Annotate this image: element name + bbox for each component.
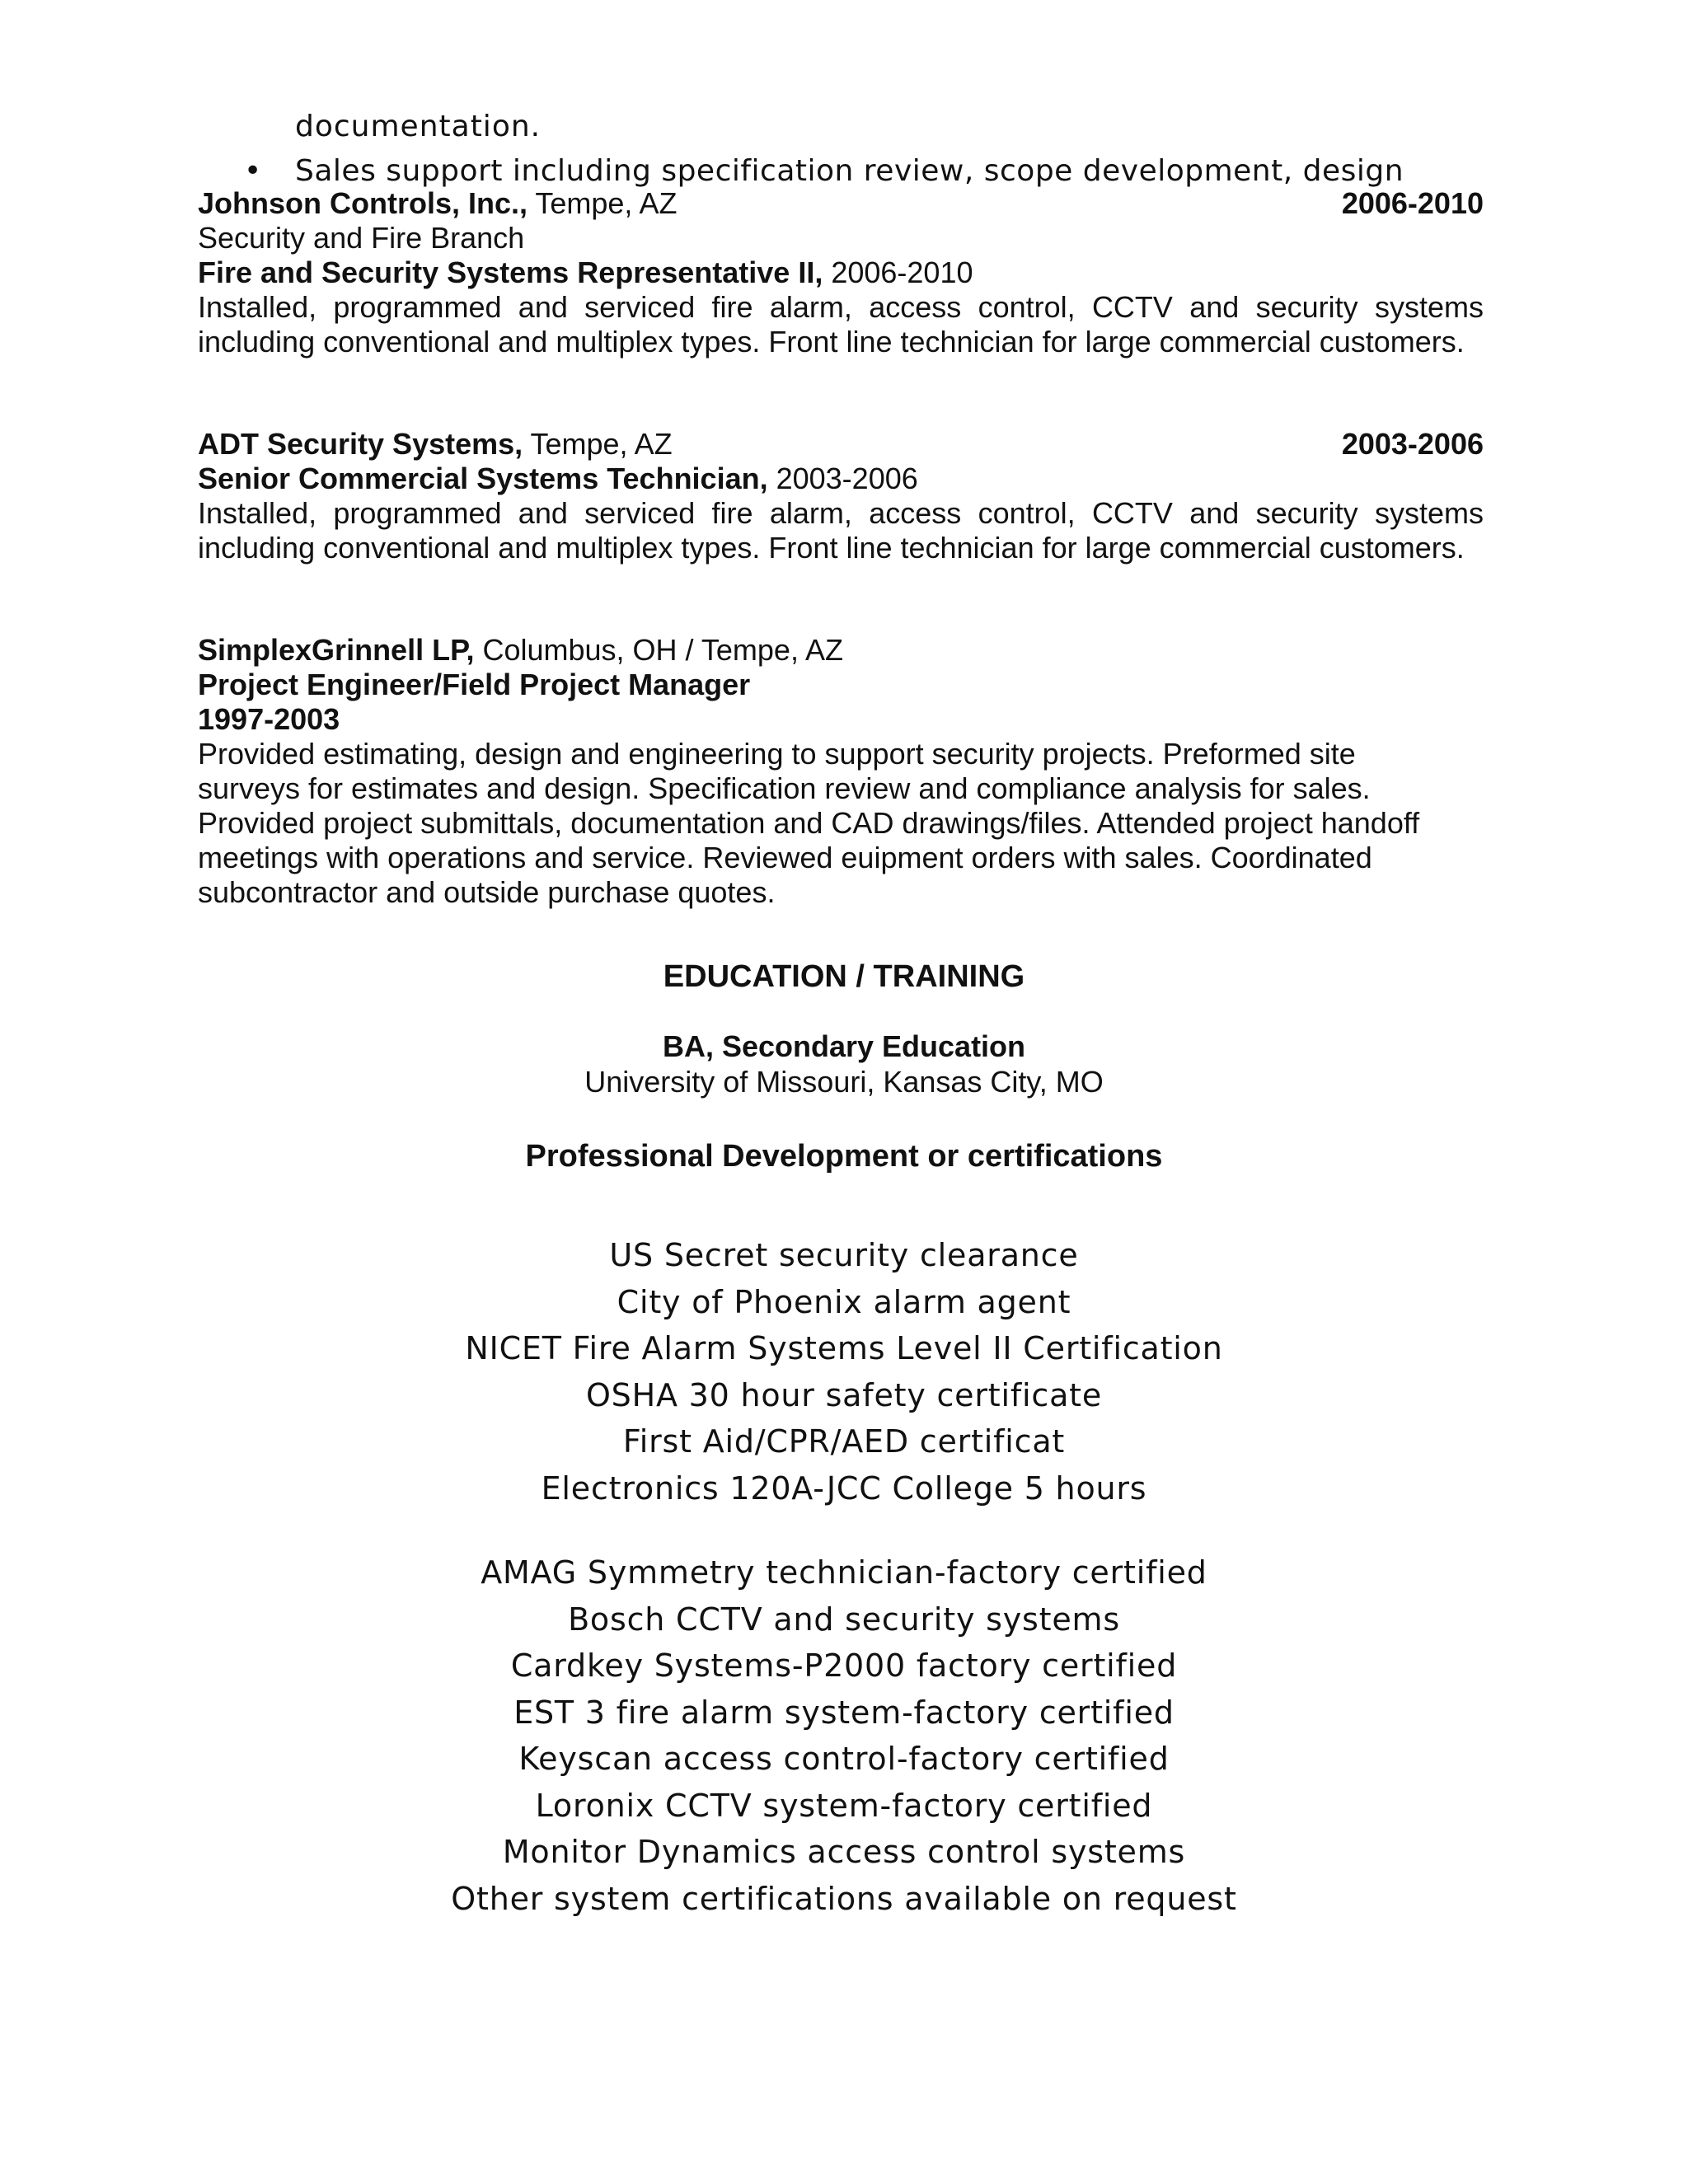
cert-item: Monitor Dynamics access control systems bbox=[502, 1834, 1186, 1870]
job-title-years: 2006-2010 bbox=[823, 255, 973, 289]
cert-item: First Aid/CPR/AED certificat bbox=[622, 1423, 1066, 1460]
description-line: meetings with operations and service. Reviewed euipment orders with sales. Coordinated bbox=[198, 841, 1372, 874]
job-title: Project Engineer/Field Project Manager bbox=[198, 668, 751, 701]
job-header bbox=[198, 427, 1484, 462]
cert-item: AMAG Symmetry technician-factory certified bbox=[481, 1554, 1207, 1591]
job-branch: Security and Fire Branch bbox=[198, 221, 525, 255]
bullet-text: Sales support including specification review, scope development, design bbox=[295, 154, 1404, 188]
company-location: Tempe, AZ bbox=[528, 186, 678, 220]
cert-item: OSHA 30 hour safety certificate bbox=[585, 1376, 1103, 1413]
job-years: 2006-2010 bbox=[1341, 186, 1484, 220]
company-name: SimplexGrinnell LP, bbox=[198, 633, 475, 667]
company-location: Tempe, AZ bbox=[523, 427, 673, 461]
job-header bbox=[198, 186, 1484, 221]
job-title: Senior Commercial Systems Technician, bbox=[198, 462, 768, 495]
job-years: 1997-2003 bbox=[198, 702, 340, 736]
degree-title: BA, Secondary Education bbox=[662, 1029, 1026, 1063]
education-block bbox=[0, 1029, 1688, 1099]
cert-item: EST 3 fire alarm system-factory certified bbox=[513, 1694, 1175, 1731]
cert-item: Keyscan access control-factory certified bbox=[518, 1741, 1170, 1777]
description-line: subcontractor and outside purchase quotes. bbox=[198, 875, 776, 909]
bullet-icon: • bbox=[244, 154, 262, 188]
cert-item: Other system certifications available on request bbox=[451, 1880, 1237, 1917]
job-description bbox=[198, 737, 1484, 910]
professional-heading: Professional Development or certifications bbox=[525, 1139, 1163, 1174]
job-entry-adt bbox=[198, 427, 1484, 565]
description-line: Provided estimating, design and engineering to support security projects. Preformed site bbox=[198, 737, 1356, 771]
cert-item: Bosch CCTV and security systems bbox=[568, 1601, 1120, 1638]
cert-item: Loronix CCTV system-factory certified bbox=[535, 1787, 1153, 1824]
job-title-years: 2003-2006 bbox=[767, 462, 918, 495]
education-heading: EDUCATION / TRAINING bbox=[663, 959, 1025, 994]
job-description: Installed, programmed and serviced fire alarm, access control, CCTV and security systems including conventional and multiplex types. Front line technician for large commercial customers. bbox=[198, 496, 1484, 565]
company-name: ADT Security Systems, bbox=[198, 427, 523, 461]
cert-item: US Secret security clearance bbox=[609, 1237, 1079, 1273]
company-name: Johnson Controls, Inc., bbox=[198, 186, 528, 220]
cert-item: City of Phoenix alarm agent bbox=[617, 1283, 1071, 1320]
job-entry-simplexgrinnell bbox=[198, 633, 1484, 910]
description-line: Provided project submittals, documentation and CAD drawings/files. Attended project handoff bbox=[198, 806, 1420, 840]
continuation-text: documentation. bbox=[295, 110, 542, 143]
job-years: 2003-2006 bbox=[1341, 427, 1484, 461]
job-title: Fire and Security Systems Representative II, bbox=[198, 255, 823, 289]
certifications-list-1 bbox=[0, 1232, 1688, 1511]
school-name: University of Missouri, Kansas City, MO bbox=[584, 1065, 1104, 1099]
description-line: surveys for estimates and design. Specification review and compliance analysis for sales. bbox=[198, 771, 1371, 805]
job-entry-johnson-controls bbox=[198, 186, 1484, 359]
cert-item: Electronics 120A-JCC College 5 hours bbox=[541, 1469, 1147, 1507]
cert-item: Cardkey Systems-P2000 factory certified bbox=[510, 1647, 1178, 1684]
company-location: Columbus, OH / Tempe, AZ bbox=[474, 633, 843, 667]
certifications-list-2 bbox=[0, 1549, 1688, 1922]
cert-item: NICET Fire Alarm Systems Level II Certification bbox=[465, 1330, 1223, 1366]
job-description: Installed, programmed and serviced fire alarm, access control, CCTV and security systems including conventional and multiplex types. Front line technician for large commercial customers. bbox=[198, 290, 1484, 359]
